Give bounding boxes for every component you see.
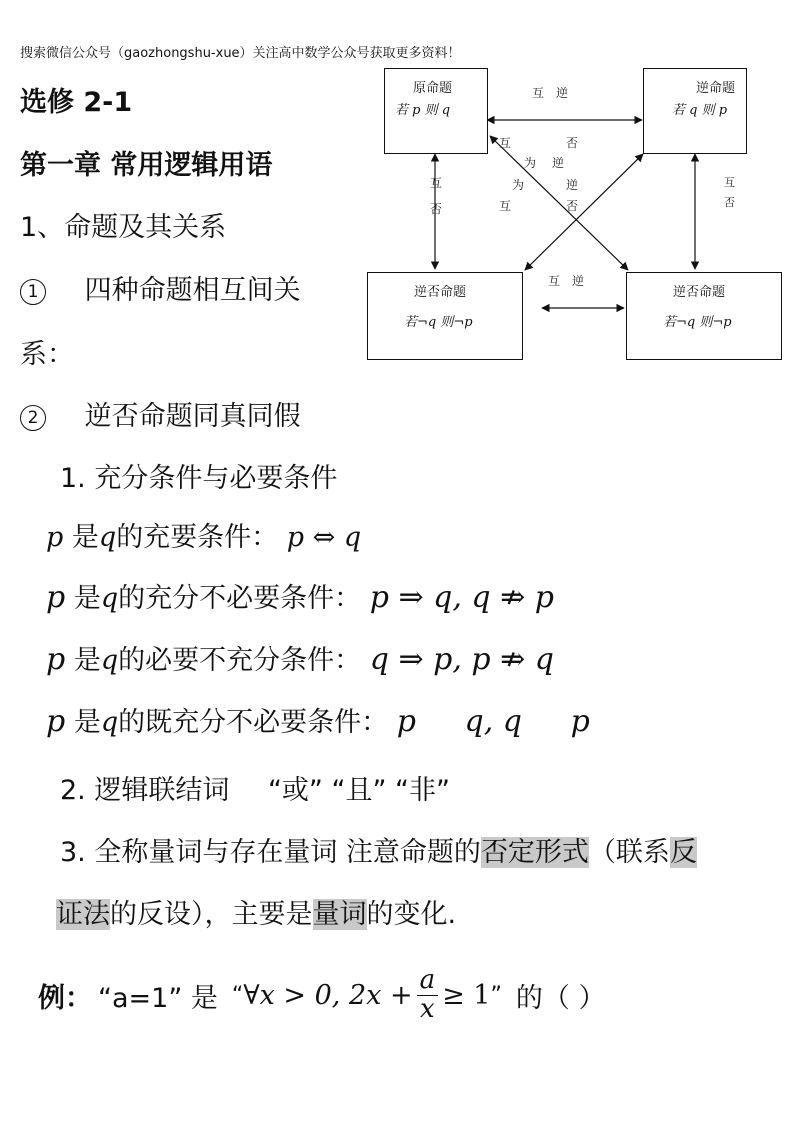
highlight-quantifier: 量词 xyxy=(312,899,367,930)
highlight-negation-form: 否定形式 xyxy=(480,837,589,868)
circled-number-2: 2 xyxy=(20,405,46,431)
cross-label-1: 互 xyxy=(499,136,512,150)
contrapositive-form: 若¬q 则¬p xyxy=(663,315,732,330)
is-word: 是 xyxy=(71,522,99,553)
cross-label-4: 逆 xyxy=(552,156,565,170)
right-relation-label-1: 互 xyxy=(724,176,735,189)
item-2-text: 逆否命题同真同假 xyxy=(84,401,301,432)
cross-label-8: 否 xyxy=(566,199,579,213)
converse-title: 逆命题 xyxy=(696,81,736,96)
condition-text: 的充要条件： xyxy=(116,522,279,553)
contrapositive-title: 逆否命题 xyxy=(673,285,726,300)
condition-text: 的充分不必要条件： xyxy=(118,583,362,614)
condition-row-2 xyxy=(46,576,554,615)
close-quote: ” xyxy=(490,982,502,1008)
item-1 xyxy=(20,268,301,307)
right-relation-label-2: 否 xyxy=(724,196,735,209)
condition-expr: p ⇔ q xyxy=(286,522,362,553)
var-p: p xyxy=(46,642,66,677)
inverse-form: 若¬q 则¬p xyxy=(404,315,473,330)
var-p: p xyxy=(46,522,64,553)
list-item-2 xyxy=(60,768,450,807)
condition-row-1 xyxy=(46,515,361,554)
highlight-fan: 反 xyxy=(669,837,697,868)
list-item-3-text-c: 的反设），主要是 xyxy=(110,899,313,930)
fraction-a-over-x xyxy=(417,967,439,1023)
original-form: 若 p 则 q xyxy=(395,103,451,118)
highlight-proof: 证法 xyxy=(56,899,110,930)
list-item-1: 1. 充分条件与必要条件 xyxy=(60,463,338,494)
item-2 xyxy=(20,394,301,433)
converse-proposition-box xyxy=(643,68,747,154)
open-quote: “ xyxy=(231,982,244,1008)
inverse-title: 逆否命题 xyxy=(414,285,467,300)
example-tail: 的（ ） xyxy=(515,982,606,1014)
cross-label-7: 互 xyxy=(499,199,512,213)
contrapositive-proposition-box xyxy=(626,272,782,360)
original-title: 原命题 xyxy=(413,81,453,96)
condition-text: 的必要不充分条件： xyxy=(118,645,362,676)
example-line xyxy=(38,950,605,1040)
example-expr-left: ∀x > 0, 2x + xyxy=(243,979,413,1011)
original-proposition-box xyxy=(384,68,488,154)
is-word: 是 xyxy=(73,645,101,676)
list-item-2-terms: “或” “且” “非” xyxy=(267,775,451,806)
var-q: q xyxy=(100,645,119,676)
course-title: 选修 2-1 xyxy=(20,87,133,118)
section-heading: 1、命题及其关系 xyxy=(20,212,227,243)
cross-label-5: 为 xyxy=(512,178,525,192)
var-q: q xyxy=(100,707,119,738)
cross-label-2: 否 xyxy=(566,136,579,150)
var-p: p xyxy=(46,580,66,615)
proposition-relationship-diagram xyxy=(360,60,790,370)
fraction-denominator: x xyxy=(420,993,435,1024)
var-p: p xyxy=(46,704,66,739)
condition-row-3 xyxy=(46,638,554,677)
cross-label-3: 为 xyxy=(524,156,537,170)
left-relation-label-1: 互 xyxy=(430,176,443,190)
diagonal-arrow-2 xyxy=(525,154,643,270)
list-item-3-text: 3. 全称量词与存在量词 注意命题的 xyxy=(60,837,481,868)
example-expr-right: ≥ 1 xyxy=(442,979,491,1011)
var-q: q xyxy=(100,583,119,614)
condition-expr-a: p xyxy=(396,704,416,739)
left-relation-label-2: 否 xyxy=(430,202,443,216)
converse-form: 若 q 则 p xyxy=(672,103,728,118)
var-q: q xyxy=(98,522,117,553)
condition-text: 的既充分不必要条件： xyxy=(118,707,389,738)
condition-expr-c: p xyxy=(570,704,590,739)
list-item-2-label: 2. 逻辑联结词 xyxy=(60,775,230,806)
condition-expr: q ⇒ p, p ⇏ q xyxy=(369,642,555,677)
example-text: “a=1” 是 xyxy=(98,982,218,1014)
condition-row-4 xyxy=(46,700,590,739)
condition-expr: p ⇒ q, q ⇏ p xyxy=(369,580,555,615)
list-item-3-text-d: 的变化. xyxy=(366,899,457,930)
header-note: 搜索微信公众号（gaozhongshu-xue）关注高中数学公众号获取更多资料！ xyxy=(20,46,461,61)
cross-label-6: 逆 xyxy=(566,178,579,192)
top-relation-label: 互 逆 xyxy=(532,86,569,100)
item-1-text-cont: 系： xyxy=(20,339,74,370)
is-word: 是 xyxy=(73,583,101,614)
chapter-title: 第一章 常用逻辑用语 xyxy=(20,150,273,181)
inverse-proposition-box xyxy=(367,272,523,360)
circled-number-1: 1 xyxy=(20,279,46,305)
list-item-3-cont xyxy=(56,892,456,931)
bottom-relation-label: 互 逆 xyxy=(548,274,585,288)
item-1-text: 四种命题相互间关 xyxy=(84,275,301,306)
condition-expr-b: q, q xyxy=(464,704,522,739)
example-label: 例： xyxy=(38,982,92,1014)
list-item-3-text-b: （联系 xyxy=(588,837,670,868)
fraction-numerator: a xyxy=(417,967,439,995)
list-item-3 xyxy=(60,830,697,869)
is-word: 是 xyxy=(73,707,101,738)
